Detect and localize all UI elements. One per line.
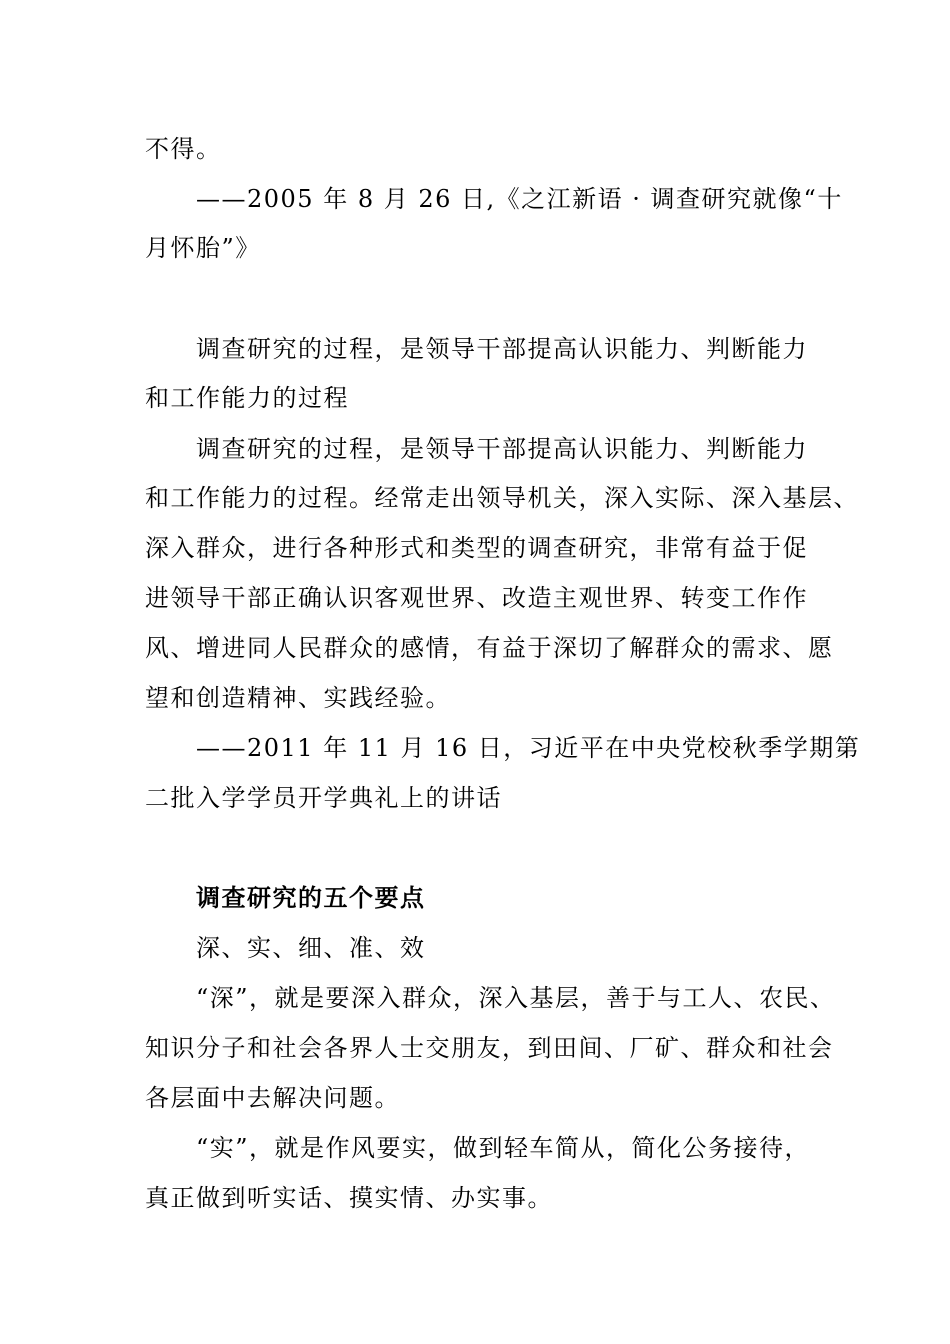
paragraph-line: 调查研究的过程，是领导干部提高认识能力、判断能力	[196, 435, 808, 463]
citation-line: ——2011 年 11 月 16 日，习近平在中央党校秋季学期第	[196, 734, 861, 762]
bold-heading: 调查研究的五个要点	[196, 883, 426, 912]
paragraph-line: “深”，就是要深入群众，深入基层，善于与工人、农民、	[196, 984, 836, 1012]
citation-line: 月怀胎”》	[145, 234, 261, 262]
paragraph-line: 进领导干部正确认识客观世界、改造主观世界、转变工作作	[145, 584, 808, 612]
citation-line: 二批入学学员开学典礼上的讲话	[145, 784, 502, 812]
paragraph-line: 知识分子和社会各界人士交朋友，到田间、厂矿、群众和社会	[145, 1034, 834, 1062]
paragraph-line: 深入群众，进行各种形式和类型的调查研究，非常有益于促	[145, 534, 808, 562]
section-heading: 和工作能力的过程	[145, 384, 349, 412]
citation-line: ——2005 年 8 月 26 日,《之江新语 · 调查研究就像“十	[196, 185, 843, 213]
paragraph-line: “实”，就是作风要实，做到轻车简从，简化公务接待，	[196, 1134, 811, 1162]
paragraph-line: 和工作能力的过程。经常走出领导机关，深入实际、深入基层、	[145, 484, 859, 512]
paragraph-line: 真正做到听实话、摸实情、办实事。	[145, 1184, 553, 1212]
paragraph-line: 各层面中去解决问题。	[145, 1084, 400, 1112]
paragraph-line: 风、增进同人民群众的感情，有益于深切了解群众的需求、愿	[145, 634, 834, 662]
paragraph-line: 望和创造精神、实践经验。	[145, 684, 451, 712]
text-line: 不得。	[145, 135, 222, 163]
subheading: 深、实、细、准、效	[196, 934, 426, 962]
section-heading: 调查研究的过程，是领导干部提高认识能力、判断能力	[196, 335, 808, 363]
